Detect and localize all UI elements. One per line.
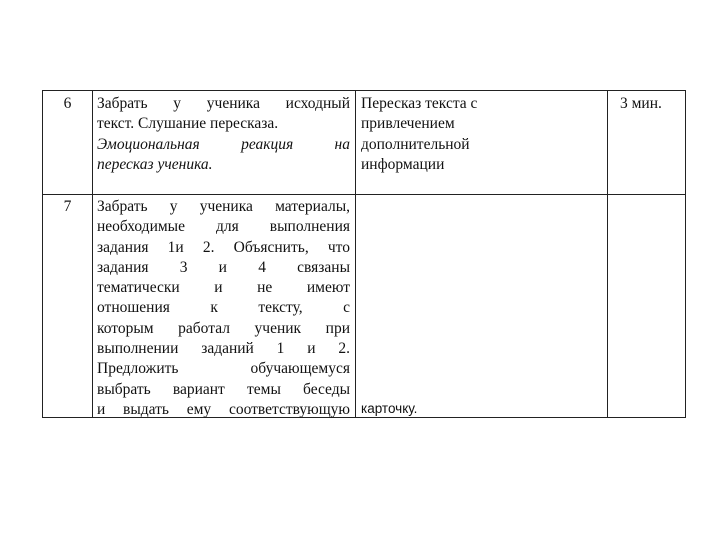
- italic-text-line: пересказ ученика.: [97, 155, 213, 173]
- row-number: 6: [63, 95, 72, 112]
- continued-text: карточку.: [361, 401, 418, 416]
- text-line: и выдать ему соответствующую: [97, 400, 350, 418]
- text-line: задания 3 и 4 связаны: [97, 258, 350, 276]
- text-line: привлечением: [361, 115, 455, 133]
- teacher-action-text: [97, 197, 350, 420]
- table-border-right: [685, 90, 686, 418]
- column-divider-3: [607, 90, 608, 418]
- table-border-left: [42, 90, 43, 418]
- teacher-action-text: [97, 94, 350, 175]
- text-line: Забрать у ученика материалы,: [97, 198, 350, 215]
- text-line: выбрать вариант темы беседы: [97, 380, 350, 398]
- text-line: дополнительной: [361, 135, 470, 153]
- row-number: 7: [63, 198, 72, 215]
- text-line: информации: [361, 155, 445, 173]
- italic-text-line: Эмоциональная реакция на: [97, 135, 350, 153]
- column-divider-1: [92, 90, 93, 418]
- text-line: текст. Слушание пересказа.: [97, 115, 279, 133]
- table-border-top: [42, 90, 686, 91]
- text-line: тематически и не имеют: [97, 279, 350, 297]
- text-line: Предложить обучающемуся: [97, 360, 350, 378]
- text-line: которым работал ученик при: [97, 319, 350, 337]
- time-value: 3 мин.: [620, 95, 662, 112]
- text-line: отношения к тексту, с: [97, 299, 350, 317]
- text-line: необходимые для выполнения: [97, 218, 350, 236]
- student-task-text: [361, 94, 601, 175]
- text-line: выполнении заданий 1 и 2.: [97, 340, 350, 358]
- text-line: Пересказ текста с: [361, 95, 478, 112]
- row-divider: [42, 194, 686, 195]
- column-divider-2: [355, 90, 356, 418]
- text-line: задания 1и 2. Объяснить, что: [97, 238, 350, 256]
- text-line: Забрать у ученика исходный: [97, 95, 350, 112]
